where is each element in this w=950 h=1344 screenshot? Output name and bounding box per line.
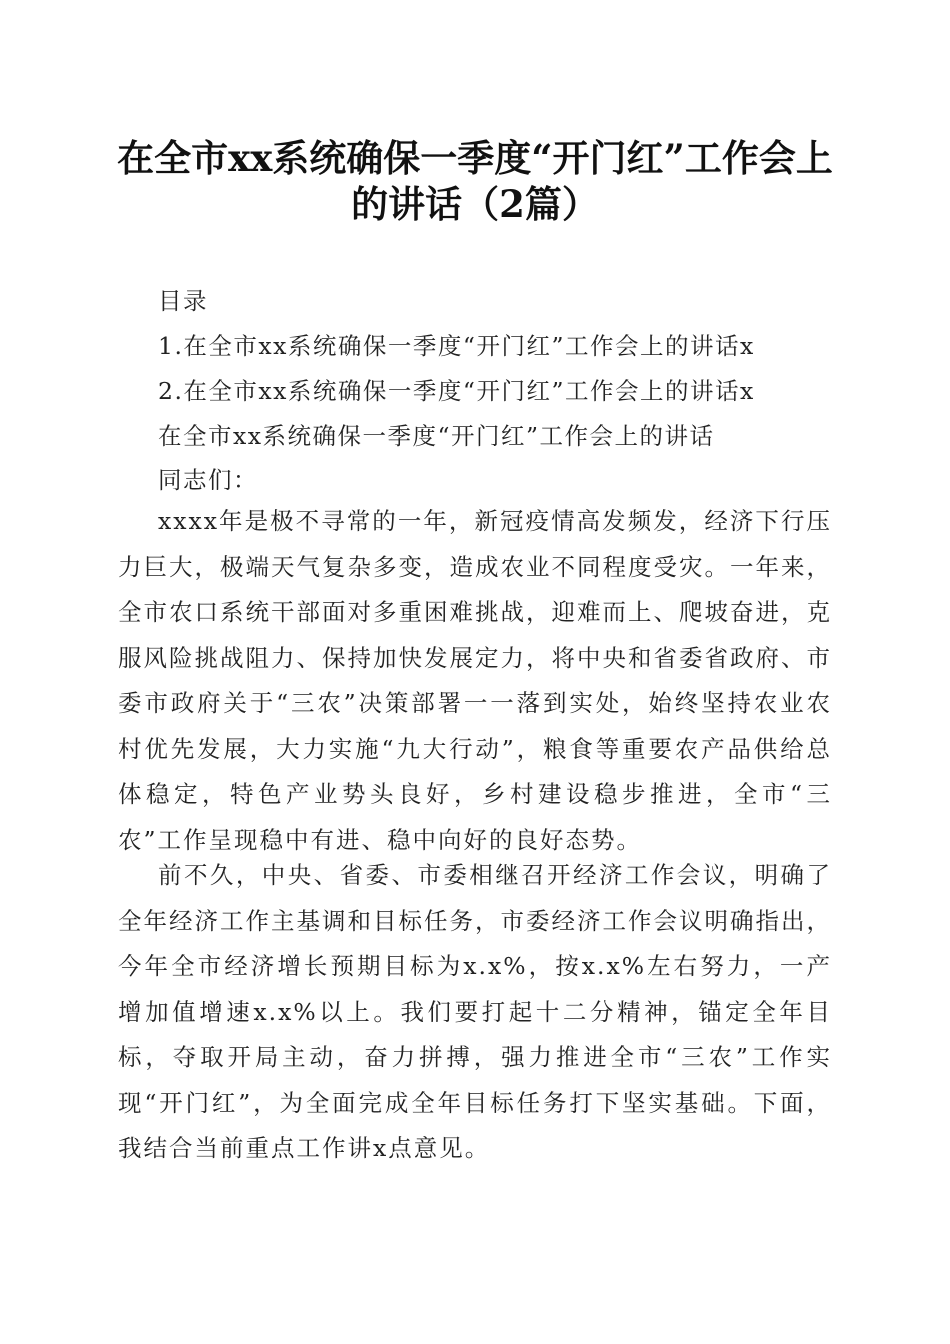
document-title: 在全市xx系统确保一季度“开门红”工作会上的讲话（2篇）: [117, 136, 833, 226]
toc-item-1[interactable]: 1.在全市xx系统确保一季度“开门红”工作会上的讲话x: [158, 332, 755, 360]
paragraph-1: xxxx年是极不寻常的一年，新冠疫情高发频发，经济下行压力巨大，极端天气复杂多变，造成农业不同程度受灾。一年来，全市农口系统干部面对多重困难挑战，迎难而上、爬坡奋进，克服风险挑战阻力、保持加快发展定力，将中央和省委省政府、市委市政府关于“三农”决策部署一一落到实处，始终坚持农业农村优先发展，大力实施“九大行动”，粮食等重要农产品供给总体稳定，特色产业势头良好，乡村建设稳步推进，全市“三农”工作呈现稳中有进、稳中向好的良好态势。: [118, 507, 832, 854]
salutation: 同志们：: [158, 466, 258, 494]
section-title: 在全市xx系统确保一季度“开门红”工作会上的讲话: [158, 422, 715, 450]
toc-heading: 目录: [158, 287, 208, 315]
paragraph-2: 前不久，中央、省委、市委相继召开经济工作会议，明确了全年经济工作主基调和目标任务，市委经济工作会议明确指出，今年全市经济增长预期目标为x.x%，按x.x%左右努力，一产增加值增速x.x%以上。我们要打起十二分精神，锚定全年目标，夺取开局主动，奋力拼搏，强力推进全市“三农”工作实现“开门红”，为全面完成全年目标任务打下坚实基础。下面，我结合当前重点工作讲x点意见。: [118, 861, 832, 1162]
toc-item-2[interactable]: 2.在全市xx系统确保一季度“开门红”工作会上的讲话x: [158, 377, 755, 405]
